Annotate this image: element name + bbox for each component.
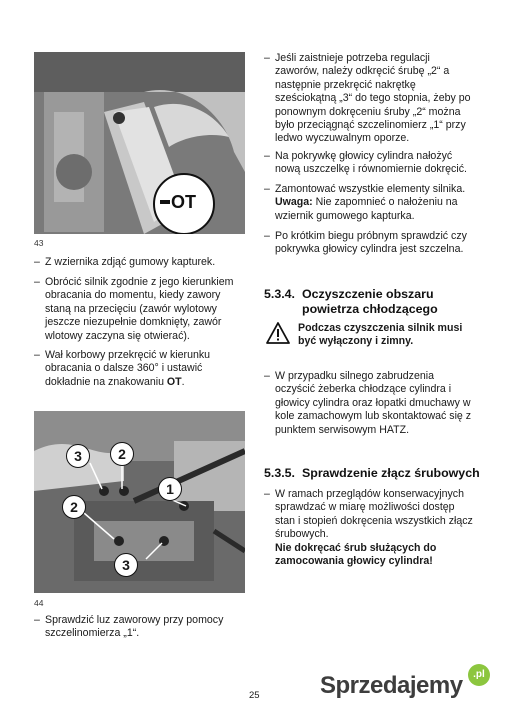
section-534-heading: 5.3.4. Oczyszczenie obszaru powietrza chłodzącego: [264, 287, 438, 316]
page-number: 25: [249, 690, 260, 701]
watermark-logo: Sprzedajemy: [320, 672, 463, 699]
watermark-badge: .pl: [468, 664, 490, 686]
callout-3-bottom: 3: [114, 553, 138, 577]
right-item-1: – Jeśli zaistnieje potrzeba regulacji zaworów, należy odkręcić śrubę „2“ a następnie przekręcić nakrętkę sześciokątną „3“ do tego stopnia, żeby po ponownym dokręceniu śruby „2“ można było przeciągnąć szczelinomierz „1“ przy ledwo wyczuwalnym oporze.: [264, 52, 471, 145]
warning-icon: [266, 322, 290, 344]
right-item-2: – Na pokrywkę głowicy cylindra nałożyć nową uszczelkę i równomiernie dokręcić.: [264, 150, 467, 176]
section-535-item-1: – W ramach przeglądów konserwacyjnych sprawdzać w miarę możliwości dostęp stan i stopień dokręcenia wszystkich złącz śrubowych. Nie dokręcać śrub służących do zamocowania głowicy cylindra!: [264, 488, 473, 568]
engine-photo-43: [34, 52, 245, 234]
ot-marker-label: OT: [171, 192, 196, 212]
callout-3-top: 3: [66, 444, 90, 468]
left-item-4: – Sprawdzić luz zaworowy przy pomocy szczelinomierza „1“.: [34, 614, 224, 640]
figure-43-label: 43: [34, 238, 44, 248]
figure-44-photo: [34, 411, 245, 593]
section-534-item-1: – W przypadku silnego zabrudzenia oczyścić żeberka chłodzące cylindra i głowicy cylindra oraz łopatki dmuchawy w kole zamachowym lub skontaktować się z punktem serwisowym HATZ.: [264, 370, 472, 436]
left-item-3: – Wał korbowy przekręcić w kierunku obracania o dalsze 360° i ustawić dokładnie na znakowaniu OT.: [34, 349, 211, 388]
warning-text: Podczas czyszczenia silnik musi być wyłączony i zimny.: [298, 322, 463, 348]
right-item-3: – Zamontować wszystkie elementy silnika. Uwaga: Nie zapomnieć o nałożeniu na wziernik gumowego kapturka.: [264, 183, 466, 222]
callout-2-bottom: 2: [62, 495, 86, 519]
right-item-4: – Po krótkim biegu próbnym sprawdzić czy pokrywka głowicy cylindra jest szczelna.: [264, 230, 467, 256]
callout-2-top: 2: [110, 442, 134, 466]
left-item-1: – Z wziernika zdjąć gumowy kapturek.: [34, 256, 216, 268]
figure-43-photo: [34, 52, 245, 234]
callout-1: 1: [158, 477, 182, 501]
figure-44-label: 44: [34, 598, 44, 608]
left-item-2: – Obrócić silnik zgodnie z jego kierunkiem obracania do momentu, kiedy zawory staną na przecięciu (zawór wylotowy jeszcze niezupełnie domknięty, zawór wlotowy zaczyna się otwierać).: [34, 276, 234, 342]
section-535-heading: 5.3.5. Sprawdzenie złącz śrubowych: [264, 466, 480, 480]
